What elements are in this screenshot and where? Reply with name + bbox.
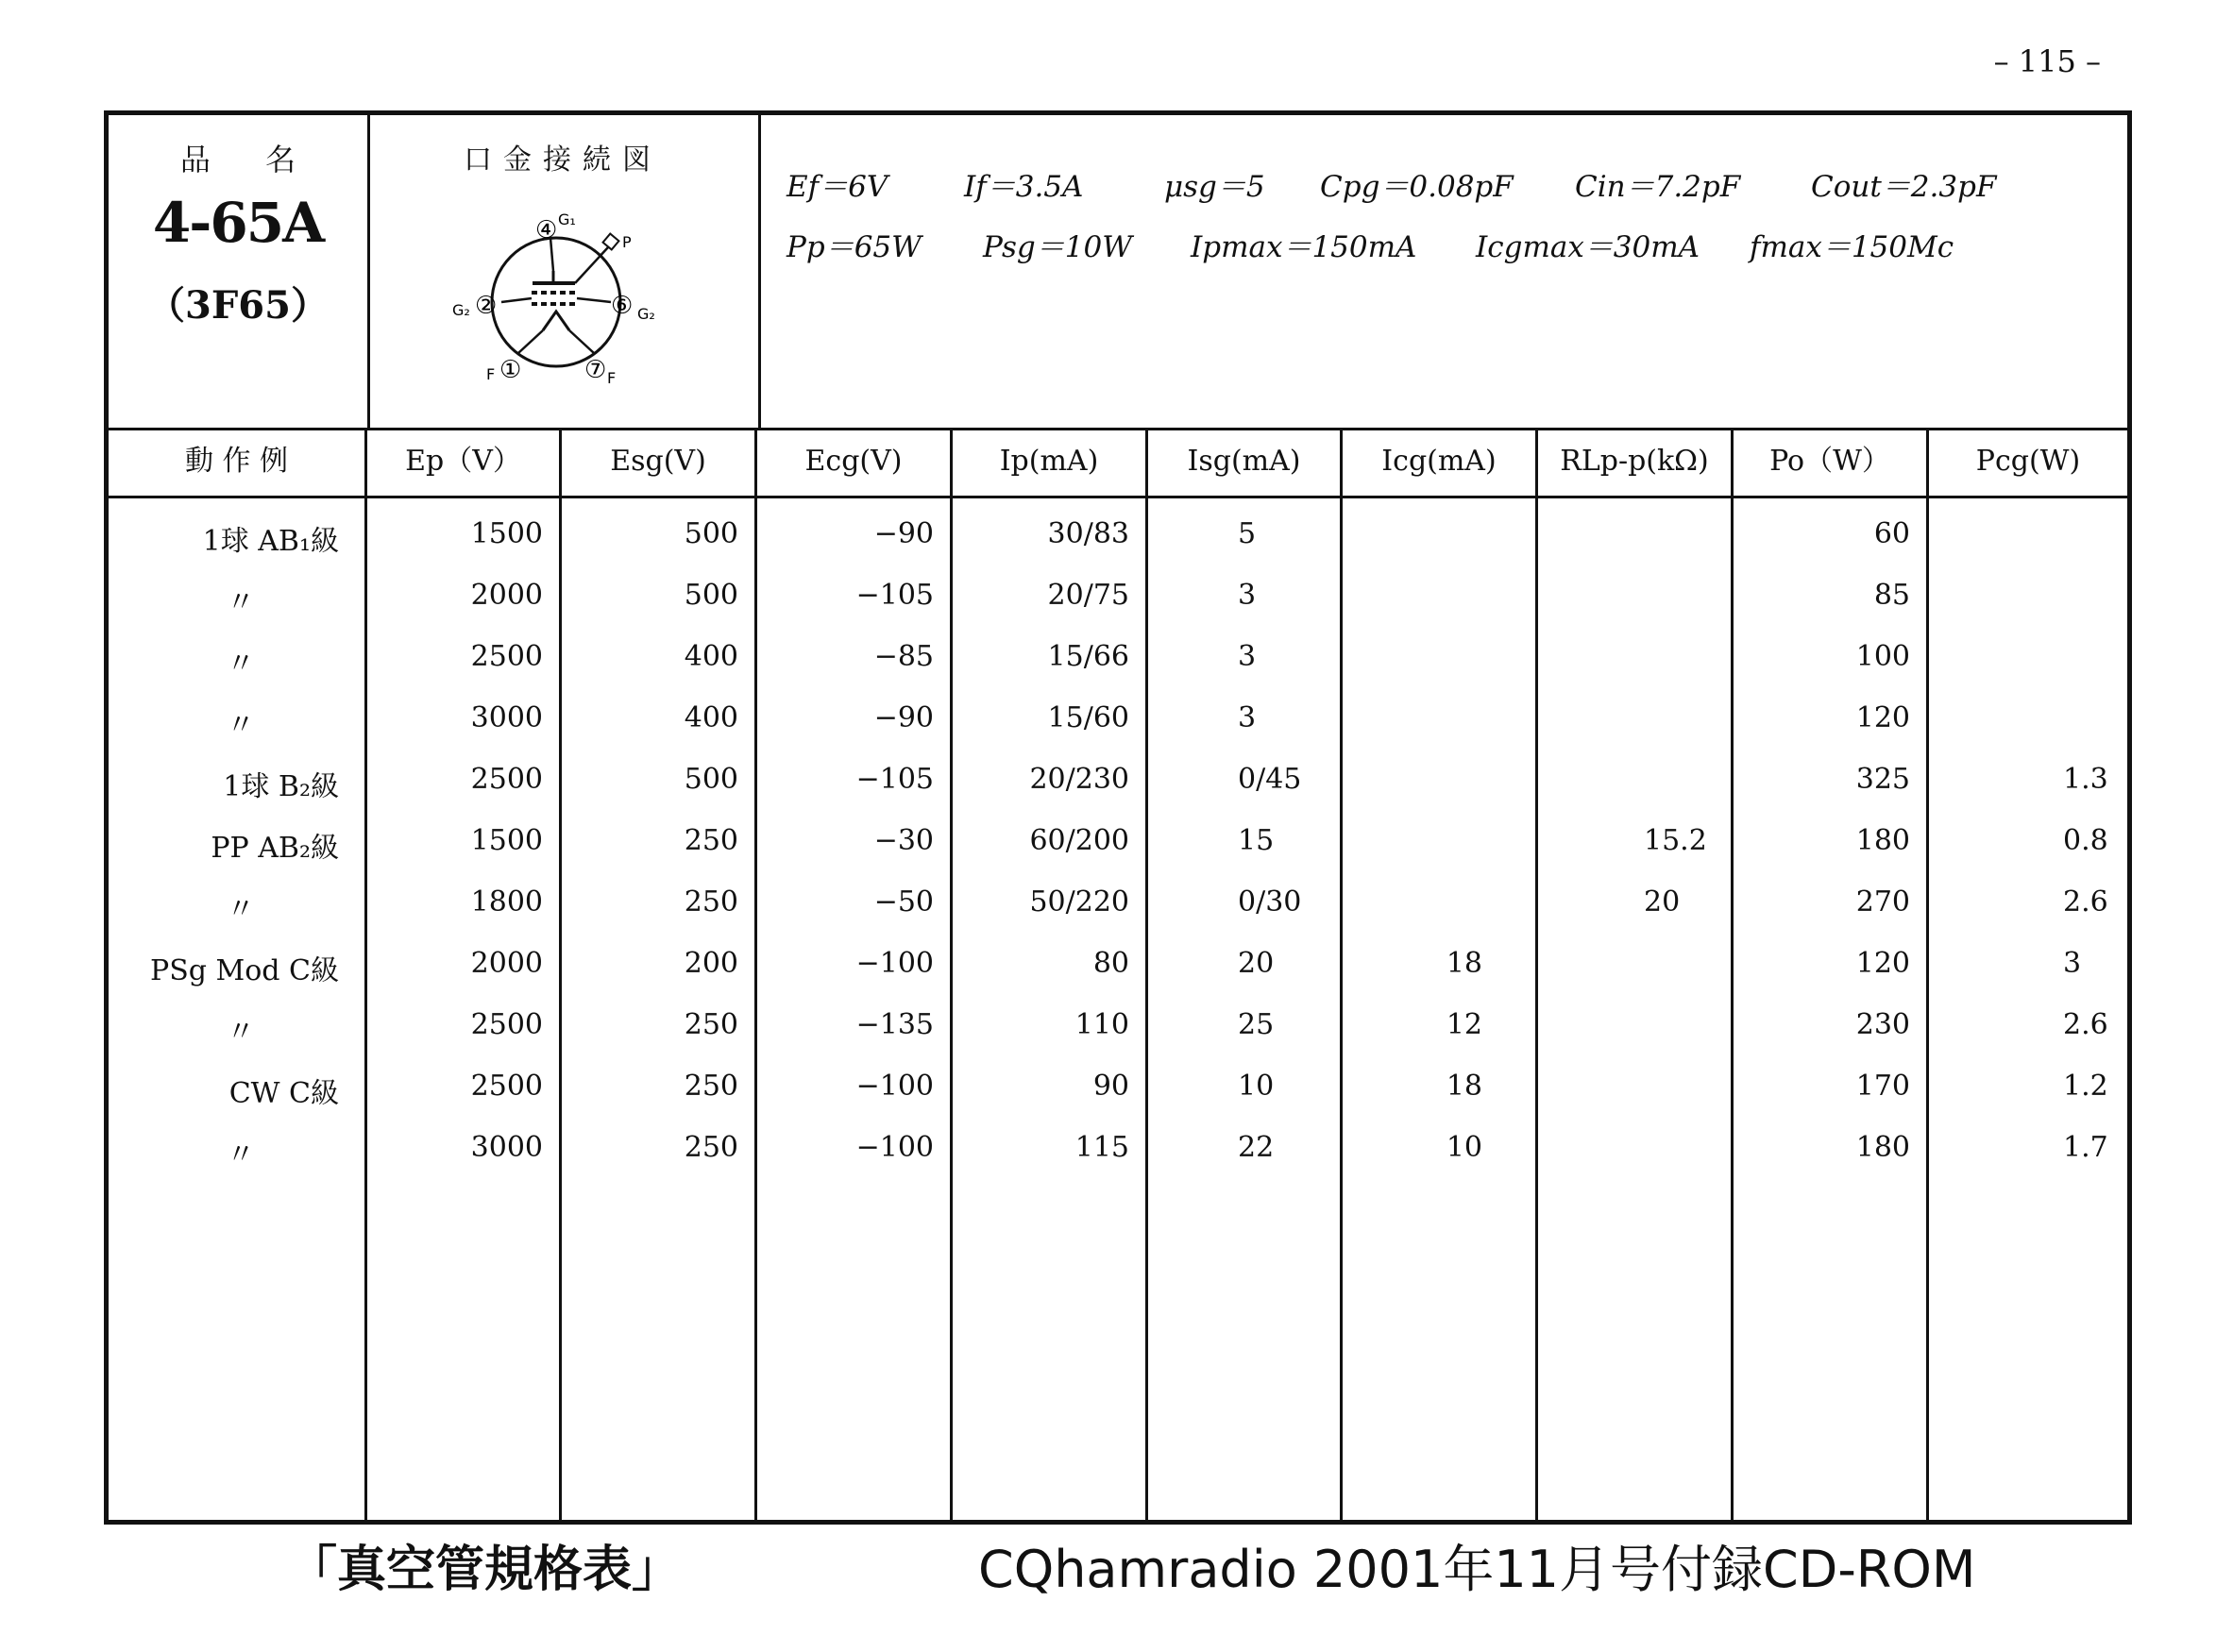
table-cell: 200 [684, 947, 738, 980]
table-cell: −90 [873, 517, 934, 550]
table-cell: 250 [684, 824, 738, 857]
table-cell: 10 [1238, 1070, 1275, 1103]
column-header-icg: Icg(mA) [1343, 428, 1535, 498]
footer-source-title: 「真空管規格表」 [288, 1542, 682, 1598]
row-operation-label: 〃 [227, 586, 255, 619]
table-cell: 20/230 [1029, 763, 1129, 796]
table-cell: 0.8 [2063, 824, 2108, 857]
table-cell: −30 [873, 824, 934, 857]
row-operation-label: 1球 AB₁級 [202, 525, 339, 558]
table-cell: −100 [855, 1070, 934, 1103]
column-pcg [1929, 428, 2127, 1520]
table-cell: 1.2 [2063, 1070, 2108, 1103]
table-cell: 90 [1092, 1070, 1129, 1103]
table-cell: 1800 [470, 885, 543, 919]
row-operation-label: CW C級 [228, 1077, 339, 1110]
column-rlpp [1538, 428, 1734, 1520]
pin-2-label: ② [475, 292, 498, 320]
table-cell: 400 [684, 640, 738, 673]
table-cell: 20 [1238, 947, 1275, 980]
rating-line2-2: Ipmax＝150mA [1191, 230, 1417, 264]
table-cell: 180 [1855, 824, 1910, 857]
column-header-pcg: Pcg(W) [1929, 428, 2127, 498]
table-cell: 3000 [470, 1131, 543, 1164]
table-cell: 270 [1855, 885, 1910, 919]
table-cell: 12 [1446, 1008, 1482, 1041]
table-cell: 22 [1238, 1131, 1275, 1164]
rating-line1-0: Ef＝6V [787, 170, 888, 204]
table-cell: 1.7 [2063, 1131, 2108, 1164]
table-cell: 325 [1855, 763, 1910, 796]
ratings-cell [758, 115, 2127, 428]
table-cell: 2.6 [2063, 1008, 2108, 1041]
operating-table [109, 428, 2127, 1520]
table-cell: 0/30 [1238, 885, 1302, 919]
table-cell: 3 [1238, 640, 1257, 673]
table-cell: 250 [684, 1131, 738, 1164]
model-cell [109, 115, 370, 428]
table-cell: −105 [855, 579, 934, 612]
table-cell: 15 [1238, 824, 1275, 857]
table-cell: 1500 [470, 517, 543, 550]
table-cell: 110 [1074, 1008, 1129, 1041]
table-cell: 85 [1873, 579, 1910, 612]
table-cell: 2000 [470, 947, 543, 980]
table-cell: 250 [684, 1008, 738, 1041]
row-operation-label: 〃 [227, 648, 255, 681]
pin-p-label: P [622, 233, 632, 251]
table-cell: −105 [855, 763, 934, 796]
table-cell: 5 [1238, 517, 1257, 550]
table-cell: 2500 [470, 640, 543, 673]
table-cell: 15/66 [1047, 640, 1129, 673]
footer-publication: CQhamradio 2001年11月号付録CD-ROM [978, 1540, 1976, 1599]
table-cell: 500 [684, 579, 738, 612]
table-cell: 120 [1855, 947, 1910, 980]
table-cell: −100 [855, 1131, 934, 1164]
model-alt-name: （3F65） [147, 283, 329, 328]
table-cell: 3000 [470, 701, 543, 734]
row-operation-label: PP AB₂級 [211, 832, 339, 865]
table-cell: 2500 [470, 1008, 543, 1041]
column-header-isg: Isg(mA) [1148, 428, 1340, 498]
model-label: 品 名 [179, 142, 319, 177]
table-cell: 0/45 [1238, 763, 1302, 796]
table-cell: 10 [1446, 1131, 1482, 1164]
rating-line2-4: fmax＝150Mc [1750, 230, 1954, 264]
table-cell: 3 [1238, 579, 1257, 612]
pin-g2-left-label: G₂ [452, 301, 470, 319]
rating-line1-3: Cpg＝0.08pF [1320, 170, 1514, 204]
table-cell: 170 [1855, 1070, 1910, 1103]
table-cell: 60/200 [1029, 824, 1129, 857]
table-cell: −85 [873, 640, 934, 673]
table-cell: 120 [1855, 701, 1910, 734]
table-cell: 115 [1074, 1131, 1129, 1164]
column-header-esg: Esg(V) [562, 428, 754, 498]
pin-4-label: ④ [535, 216, 558, 244]
table-cell: 50/220 [1029, 885, 1129, 919]
table-cell: 1.3 [2063, 763, 2108, 796]
table-cell: −90 [873, 701, 934, 734]
table-cell: 18 [1446, 947, 1482, 980]
row-operation-label: 1球 B₂級 [223, 770, 339, 803]
pin-g2-right-label: G₂ [637, 305, 655, 323]
table-cell: 1500 [470, 824, 543, 857]
table-cell: 2000 [470, 579, 543, 612]
base-diagram-icon [452, 191, 679, 408]
rating-line2-0: Pp＝65W [787, 230, 922, 264]
table-cell: −135 [855, 1008, 934, 1041]
table-cell: 2500 [470, 1070, 543, 1103]
row-operation-label: 〃 [227, 1138, 255, 1172]
model-name: 4-65A [152, 191, 324, 255]
rating-line2-3: Icgmax＝30mA [1476, 230, 1700, 264]
column-header-ep: Ep（V） [367, 428, 559, 498]
table-cell: 20 [1644, 885, 1681, 919]
table-cell: 2.6 [2063, 885, 2108, 919]
rating-line2-1: Psg＝10W [983, 230, 1133, 264]
pin-g1-label: G₁ [558, 211, 576, 228]
column-header-ecg: Ecg(V) [757, 428, 950, 498]
table-cell: 3 [1238, 701, 1257, 734]
table-cell: 500 [684, 763, 738, 796]
rating-line1-5: Cout＝2.3pF [1811, 170, 1997, 204]
table-cell: −50 [873, 885, 934, 919]
pin-f-left-label: F [486, 365, 496, 383]
pin-7-label: ⑦ [584, 356, 607, 384]
table-cell: 100 [1855, 640, 1910, 673]
row-operation-label: PSg Mod C級 [150, 954, 339, 987]
base-diagram-label: 口金接続図 [464, 143, 662, 177]
rating-line1-1: If＝3.5A [964, 170, 1084, 204]
header-block [109, 115, 2127, 430]
table-cell: 500 [684, 517, 738, 550]
column-header-operation: 動 作 例 [109, 428, 364, 498]
table-cell: 18 [1446, 1070, 1482, 1103]
page-number: – 115 – [1993, 43, 2101, 79]
table-cell: 15/60 [1047, 701, 1129, 734]
column-header-rlpp: RLp-p(kΩ) [1538, 428, 1731, 498]
pin-1-label: ① [499, 356, 522, 384]
column-header-po: Po（W） [1734, 428, 1926, 498]
pin-6-label: ⑥ [611, 292, 634, 320]
table-cell: 20/75 [1047, 579, 1129, 612]
table-cell: 15.2 [1644, 824, 1707, 857]
rating-line1-2: μsg＝5 [1164, 170, 1265, 204]
table-cell: 60 [1873, 517, 1910, 550]
row-operation-label: 〃 [227, 1016, 255, 1049]
pin-f-right-label: F [607, 369, 617, 387]
table-cell: 3 [2063, 947, 2082, 980]
table-cell: 25 [1238, 1008, 1275, 1041]
row-operation-label: 〃 [227, 709, 255, 742]
spec-sheet [104, 110, 2132, 1525]
table-cell: 400 [684, 701, 738, 734]
table-cell: 250 [684, 1070, 738, 1103]
base-diagram-cell [367, 115, 761, 428]
rating-line1-4: Cin＝7.2pF [1575, 170, 1741, 204]
table-cell: 80 [1092, 947, 1129, 980]
table-cell: 30/83 [1047, 517, 1129, 550]
table-cell: −100 [855, 947, 934, 980]
column-header-ip: Ip(mA) [953, 428, 1145, 498]
table-cell: 2500 [470, 763, 543, 796]
table-cell: 250 [684, 885, 738, 919]
table-cell: 180 [1855, 1131, 1910, 1164]
row-operation-label: 〃 [227, 893, 255, 926]
table-cell: 230 [1855, 1008, 1910, 1041]
